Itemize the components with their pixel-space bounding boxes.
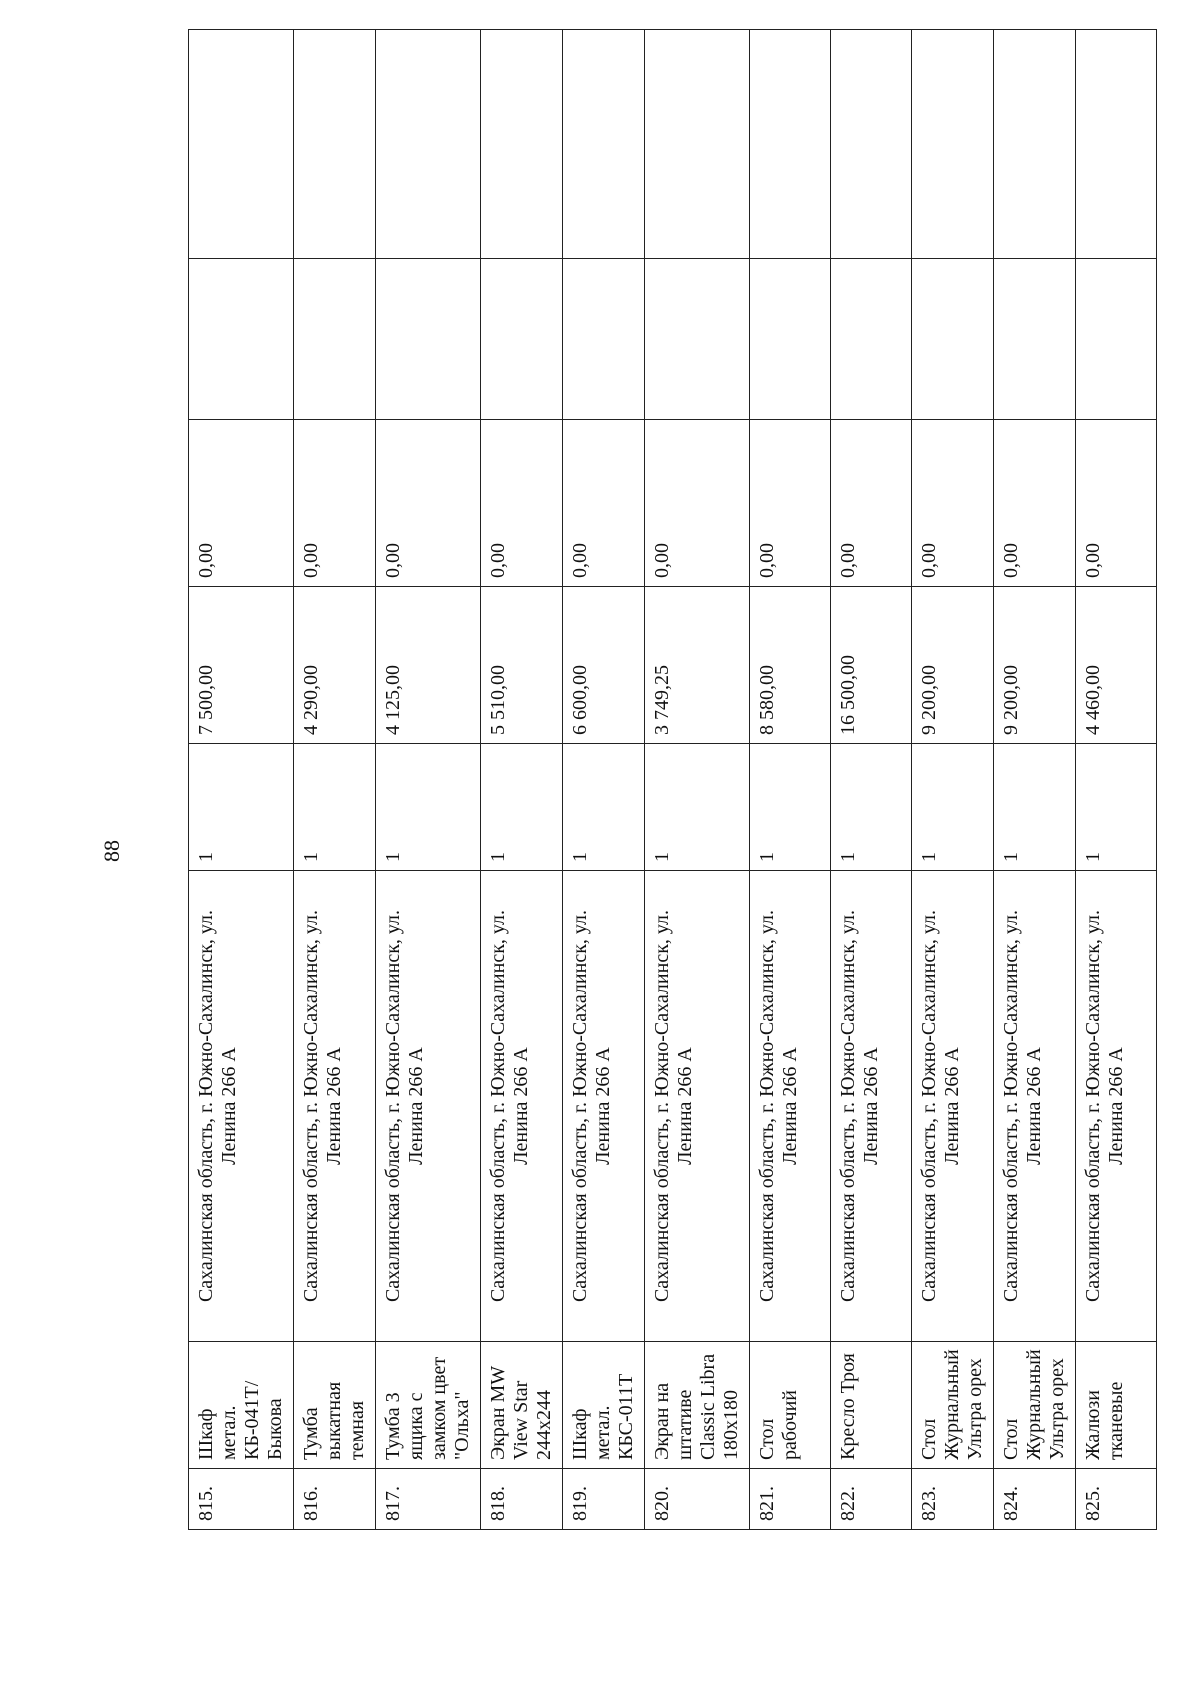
address-line: Ленина 266 А — [1105, 1047, 1127, 1165]
empty-cell — [994, 30, 1076, 259]
cost-cell: 7 500,00 — [189, 587, 294, 744]
quantity-cell: 1 — [1076, 744, 1157, 871]
cost-cell: 8 580,00 — [750, 587, 831, 744]
inventory-table-body — [189, 30, 1157, 1530]
residual-value-cell: 0,00 — [645, 420, 750, 587]
address-cell — [1076, 871, 1157, 1342]
address-line: Сахалинская область, г. Южно-Сахалинск, ул. — [918, 909, 940, 1303]
item-name-cell: Стол Журнальный Ультра орех — [994, 1342, 1076, 1469]
empty-cell — [831, 30, 912, 259]
address-line: Ленина 266 А — [405, 1047, 427, 1165]
table-row — [994, 30, 1076, 1530]
row-number-cell: 819. — [563, 1469, 645, 1530]
residual-value-cell: 0,00 — [563, 420, 645, 587]
table-row — [645, 30, 750, 1530]
address-line: Ленина 266 А — [510, 1047, 532, 1165]
address-line: Ленина 266 А — [941, 1047, 963, 1165]
cost-cell: 6 600,00 — [563, 587, 645, 744]
address-line: Сахалинская область, г. Южно-Сахалинск, ул. — [382, 909, 404, 1303]
residual-value-cell: 0,00 — [294, 420, 376, 587]
row-number-cell: 815. — [189, 1469, 294, 1530]
address-line: Сахалинская область, г. Южно-Сахалинск, ул. — [651, 909, 673, 1303]
item-name-cell: Экран на штативе Classic Libra 180x180 — [645, 1342, 750, 1469]
address-cell — [750, 871, 831, 1342]
address-line: Сахалинская область, г. Южно-Сахалинск, ул. — [569, 909, 591, 1303]
address-cell — [831, 871, 912, 1342]
table-row — [189, 30, 294, 1530]
table-row — [912, 30, 994, 1530]
row-number-cell: 818. — [481, 1469, 563, 1530]
cost-cell: 4 460,00 — [1076, 587, 1157, 744]
empty-cell — [294, 30, 376, 259]
quantity-cell: 1 — [189, 744, 294, 871]
row-number-cell: 822. — [831, 1469, 912, 1530]
table-row — [750, 30, 831, 1530]
empty-cell — [645, 259, 750, 420]
address-line: Ленина 266 А — [1023, 1047, 1045, 1165]
quantity-cell: 1 — [831, 744, 912, 871]
residual-value-cell: 0,00 — [831, 420, 912, 587]
table-row — [376, 30, 481, 1530]
page-number: 88 — [99, 840, 124, 862]
empty-cell — [376, 259, 481, 420]
empty-cell — [1076, 259, 1157, 420]
rotated-table-wrapper — [188, 58, 1127, 1530]
quantity-cell: 1 — [563, 744, 645, 871]
cost-cell: 9 200,00 — [912, 587, 994, 744]
residual-value-cell: 0,00 — [750, 420, 831, 587]
row-number-cell: 817. — [376, 1469, 481, 1530]
residual-value-cell: 0,00 — [376, 420, 481, 587]
cost-cell: 3 749,25 — [645, 587, 750, 744]
item-name-cell: Экран MW View Star 244x244 — [481, 1342, 563, 1469]
residual-value-cell: 0,00 — [994, 420, 1076, 587]
address-line: Ленина 266 А — [323, 1047, 345, 1165]
address-line: Сахалинская область, г. Южно-Сахалинск, ул. — [756, 909, 778, 1303]
table-row — [831, 30, 912, 1530]
empty-cell — [645, 30, 750, 259]
address-line: Ленина 266 А — [592, 1047, 614, 1165]
address-cell — [645, 871, 750, 1342]
address-cell — [912, 871, 994, 1342]
cost-cell: 16 500,00 — [831, 587, 912, 744]
empty-cell — [563, 259, 645, 420]
table-row — [481, 30, 563, 1530]
quantity-cell: 1 — [994, 744, 1076, 871]
address-cell — [481, 871, 563, 1342]
empty-cell — [376, 30, 481, 259]
item-name-cell: Стол Журнальный Ультра орех — [912, 1342, 994, 1469]
empty-cell — [563, 30, 645, 259]
address-cell — [563, 871, 645, 1342]
empty-cell — [912, 30, 994, 259]
empty-cell — [831, 259, 912, 420]
quantity-cell: 1 — [481, 744, 563, 871]
empty-cell — [750, 259, 831, 420]
quantity-cell: 1 — [294, 744, 376, 871]
quantity-cell: 1 — [645, 744, 750, 871]
address-cell — [189, 871, 294, 1342]
item-name-cell: Стол рабочий — [750, 1342, 831, 1469]
residual-value-cell: 0,00 — [481, 420, 563, 587]
quantity-cell: 1 — [912, 744, 994, 871]
address-cell — [294, 871, 376, 1342]
address-line: Ленина 266 А — [674, 1047, 696, 1165]
empty-cell — [481, 30, 563, 259]
empty-cell — [912, 259, 994, 420]
item-name-cell: Шкаф метал. КБС-011Т — [563, 1342, 645, 1469]
row-number-cell: 821. — [750, 1469, 831, 1530]
cost-cell: 9 200,00 — [994, 587, 1076, 744]
cost-cell: 5 510,00 — [481, 587, 563, 744]
quantity-cell: 1 — [376, 744, 481, 871]
address-line: Ленина 266 А — [779, 1047, 801, 1165]
address-line: Ленина 266 А — [218, 1047, 240, 1165]
empty-cell — [189, 259, 294, 420]
residual-value-cell: 0,00 — [189, 420, 294, 587]
empty-cell — [481, 259, 563, 420]
cost-cell: 4 125,00 — [376, 587, 481, 744]
address-cell — [376, 871, 481, 1342]
empty-cell — [994, 259, 1076, 420]
empty-cell — [750, 30, 831, 259]
empty-cell — [294, 259, 376, 420]
row-number-cell: 820. — [645, 1469, 750, 1530]
item-name-cell: Тумба выкатная темная — [294, 1342, 376, 1469]
row-number-cell: 816. — [294, 1469, 376, 1530]
row-number-cell: 825. — [1076, 1469, 1157, 1530]
residual-value-cell: 0,00 — [912, 420, 994, 587]
address-line: Сахалинская область, г. Южно-Сахалинск, ул. — [487, 909, 509, 1303]
row-number-cell: 824. — [994, 1469, 1076, 1530]
table-row — [1076, 30, 1157, 1530]
item-name-cell: Тумба 3 ящика с замком цвет "Ольха" — [376, 1342, 481, 1469]
address-line: Сахалинская область, г. Южно-Сахалинск, ул. — [1082, 909, 1104, 1303]
table-row — [563, 30, 645, 1530]
inventory-table — [188, 29, 1157, 1530]
empty-cell — [189, 30, 294, 259]
empty-cell — [1076, 30, 1157, 259]
address-line: Сахалинская область, г. Южно-Сахалинск, ул. — [1000, 909, 1022, 1303]
residual-value-cell: 0,00 — [1076, 420, 1157, 587]
address-line: Сахалинская область, г. Южно-Сахалинск, ул. — [837, 909, 859, 1303]
item-name-cell: Кресло Троя — [831, 1342, 912, 1469]
address-line: Сахалинская область, г. Южно-Сахалинск, ул. — [195, 909, 217, 1303]
row-number-cell: 823. — [912, 1469, 994, 1530]
item-name-cell: Жалюзи тканевые — [1076, 1342, 1157, 1469]
address-line: Сахалинская область, г. Южно-Сахалинск, ул. — [300, 909, 322, 1303]
cost-cell: 4 290,00 — [294, 587, 376, 744]
table-row — [294, 30, 376, 1530]
quantity-cell: 1 — [750, 744, 831, 871]
address-cell — [994, 871, 1076, 1342]
address-line: Ленина 266 А — [860, 1047, 882, 1165]
item-name-cell: Шкаф метал. КБ-041Т/Быкова — [189, 1342, 294, 1469]
